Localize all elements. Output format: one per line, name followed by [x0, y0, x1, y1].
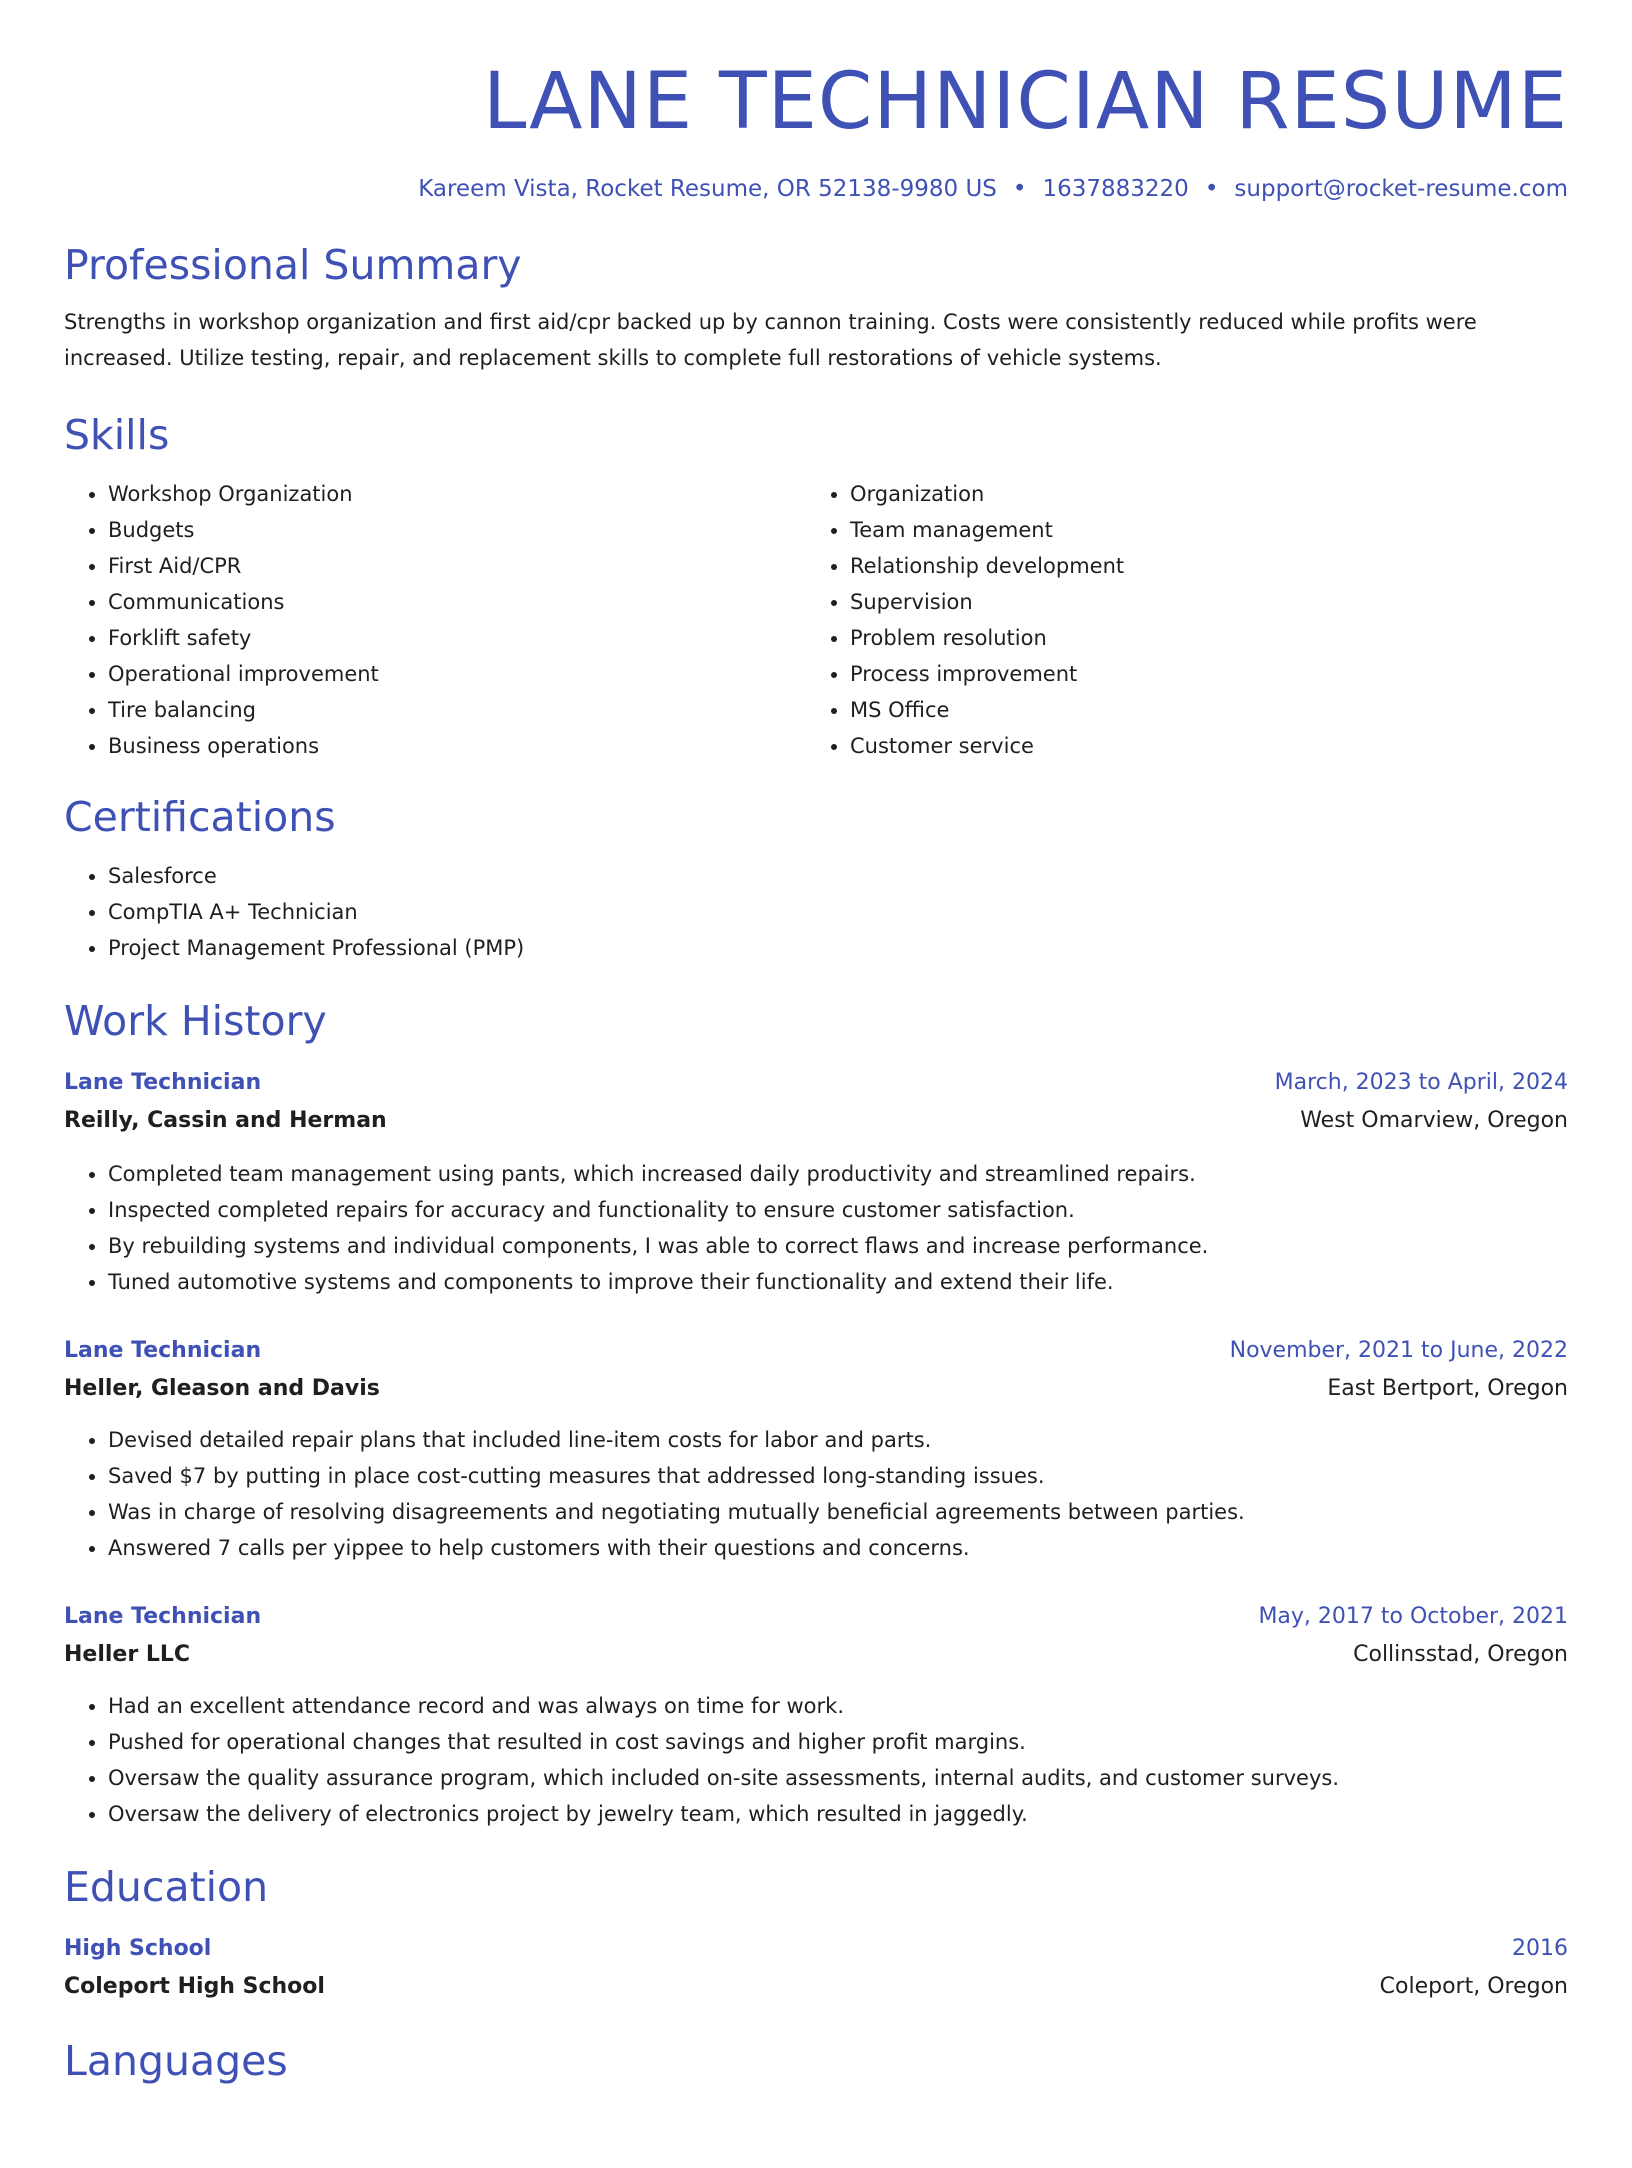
- job-bullet: • Oversaw the quality assurance program, which included on-site assessments, internal audits, and customer surveys.: [108, 1760, 1568, 1796]
- summary-heading: Professional Summary: [64, 241, 522, 289]
- education-entry: [64, 1930, 1568, 2006]
- work-history-heading: Work History: [64, 997, 327, 1045]
- summary-section: [64, 240, 1568, 376]
- contact-phone: 1637883220: [1042, 176, 1189, 202]
- skill-item: • Problem resolution: [850, 620, 1548, 656]
- languages-section: [64, 2036, 1568, 2086]
- education-location: Coleport, Oregon: [1379, 1974, 1568, 1999]
- job-bullet: • Devised detailed repair plans that included line-item costs for labor and parts.: [108, 1422, 1568, 1458]
- job-entry: [64, 1598, 1568, 1832]
- skill-item: • Organization: [850, 476, 1548, 512]
- job-location: East Bertport, Oregon: [1327, 1376, 1568, 1401]
- certification-item: • CompTIA A+ Technician: [108, 894, 1568, 930]
- contact-separator: •: [1012, 176, 1027, 202]
- education-heading: Education: [64, 1863, 269, 1911]
- job-bullets: [64, 1688, 1568, 1832]
- resume-page: [0, 56, 1632, 2168]
- skill-item: • Communications: [108, 584, 806, 620]
- job-entry: [64, 1064, 1568, 1300]
- job-title: Lane Technician: [64, 1338, 262, 1363]
- skill-item: • Forklift safety: [108, 620, 806, 656]
- education-degree: High School: [64, 1936, 212, 1961]
- education-section: [64, 1862, 1568, 2006]
- job-bullet: • Saved $7 by putting in place cost-cutting measures that addressed long-standing issues.: [108, 1458, 1568, 1494]
- skill-item: • Business operations: [108, 728, 806, 764]
- work-history-section: [64, 996, 1568, 1832]
- skill-item: • Workshop Organization: [108, 476, 806, 512]
- skills-columns: [64, 476, 1568, 764]
- skills-column-left: [64, 476, 806, 764]
- skill-item: • Tire balancing: [108, 692, 806, 728]
- skill-item: • First Aid/CPR: [108, 548, 806, 584]
- contact-separator: •: [1204, 176, 1219, 202]
- languages-heading: Languages: [64, 2037, 288, 2085]
- job-bullets: [64, 1422, 1568, 1566]
- certifications-list: [64, 858, 1568, 966]
- skill-item: • MS Office: [850, 692, 1548, 728]
- skill-item: • Operational improvement: [108, 656, 806, 692]
- job-company: Reilly, Cassin and Herman: [64, 1108, 387, 1133]
- skill-item: • Team management: [850, 512, 1548, 548]
- certification-item: • Salesforce: [108, 858, 1568, 894]
- job-bullet: • By rebuilding systems and individual components, I was able to correct flaws and increase performance.: [108, 1228, 1568, 1264]
- resume-title: LANE TECHNICIAN RESUME: [482, 57, 1568, 147]
- contact-line: [64, 174, 1568, 204]
- education-school: Coleport High School: [64, 1974, 325, 1999]
- job-location: West Omarview, Oregon: [1300, 1108, 1568, 1133]
- skills-heading: Skills: [64, 411, 170, 459]
- summary-text: Strengths in workshop organization and first aid/cpr backed up by cannon training. Costs were consistently reduced while profits were increased. Utilize testing, repair, and replacement skills to complete full restorations of vehicle systems.: [64, 310, 1477, 370]
- job-bullet: • Inspected completed repairs for accuracy and functionality to ensure customer satisfaction.: [108, 1192, 1568, 1228]
- job-dates: May, 2017 to October, 2021: [1258, 1604, 1568, 1629]
- skill-item: • Customer service: [850, 728, 1548, 764]
- skill-item: • Supervision: [850, 584, 1548, 620]
- job-title: Lane Technician: [64, 1604, 262, 1629]
- education-year: 2016: [1512, 1936, 1568, 1961]
- job-dates: March, 2023 to April, 2024: [1274, 1070, 1568, 1095]
- job-bullet: • Tuned automotive systems and components to improve their functionality and extend their life.: [108, 1264, 1568, 1300]
- job-bullet: • Was in charge of resolving disagreements and negotiating mutually beneficial agreements between parties.: [108, 1494, 1568, 1530]
- contact-address: Kareem Vista, Rocket Resume, OR 52138-9980 US: [418, 176, 997, 202]
- skill-item: • Relationship development: [850, 548, 1548, 584]
- job-entry: [64, 1332, 1568, 1566]
- job-bullets: [64, 1156, 1568, 1300]
- job-bullet: • Answered 7 calls per yippee to help customers with their questions and concerns.: [108, 1530, 1568, 1566]
- job-dates: November, 2021 to June, 2022: [1229, 1338, 1568, 1363]
- certifications-section: [64, 792, 1568, 966]
- job-bullet: • Had an excellent attendance record and was always on time for work.: [108, 1688, 1568, 1724]
- job-company: Heller LLC: [64, 1642, 191, 1667]
- job-bullet: • Oversaw the delivery of electronics project by jewelry team, which resulted in jaggedly.: [108, 1796, 1568, 1832]
- certification-item: • Project Management Professional (PMP): [108, 930, 1568, 966]
- skills-column-right: [806, 476, 1548, 764]
- contact-email[interactable]: support@rocket-resume.com: [1234, 176, 1568, 202]
- job-location: Collinsstad, Oregon: [1353, 1642, 1568, 1667]
- job-bullet: • Completed team management using pants, which increased daily productivity and streamlined repairs.: [108, 1156, 1568, 1192]
- job-title: Lane Technician: [64, 1070, 262, 1095]
- job-company: Heller, Gleason and Davis: [64, 1376, 380, 1401]
- skills-section: [64, 410, 1568, 764]
- job-bullet: • Pushed for operational changes that resulted in cost savings and higher profit margins.: [108, 1724, 1568, 1760]
- skill-item: • Budgets: [108, 512, 806, 548]
- certifications-heading: Certifications: [64, 793, 336, 841]
- skill-item: • Process improvement: [850, 656, 1548, 692]
